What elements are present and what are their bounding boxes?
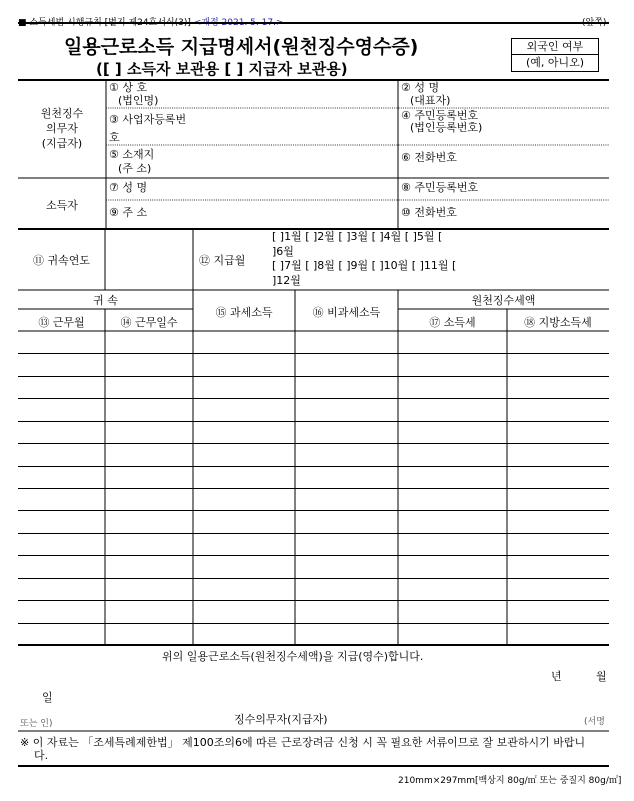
payer-label-line3: (지급자) <box>41 137 83 150</box>
field-company-name-label: ① 상 호 <box>109 81 148 94</box>
field-business-reg-no-label: ③ 사업자등록번 <box>109 113 187 126</box>
notice-line-1: ※ 이 자료는 「조세특례제한법」 제100조의6에 따른 근로장려금 신청 시 꼭 필요한 서류이므로 잘 보관하시기 바랍니 <box>20 736 586 749</box>
earner-section-label: 소득자 <box>46 199 78 212</box>
field-representative-sub: (대표자) <box>410 94 451 107</box>
date-year-label: 년 <box>551 670 562 683</box>
months-row2: [ ]7월 [ ]8월 [ ]9월 [ ]10월 [ ]11월 [ <box>272 259 457 272</box>
col-header-nontaxable-income: ⑯ 비과세소득 <box>312 306 381 319</box>
col-header-work-month: ⑬ 근무월 <box>38 316 85 329</box>
field-earner-phone: ⑩ 전화번호 <box>401 206 457 219</box>
date-day-label: 일 <box>42 691 53 704</box>
date-month-label: 월 <box>596 670 607 683</box>
signature-label: (서명 <box>584 717 605 727</box>
notice-line-2: 다. <box>34 749 49 762</box>
field-payer-phone: ⑥ 전화번호 <box>401 151 457 164</box>
field-earner-address: ⑨ 주 소 <box>109 206 148 219</box>
field-resident-reg-no <box>401 110 482 134</box>
col-header-taxable-income: ⑮ 과세소득 <box>215 306 273 319</box>
foreign-status-label: 외국인 여부 <box>512 39 598 55</box>
payer-label-line2: 의무자 <box>46 122 78 135</box>
foreign-status-box <box>511 38 599 72</box>
col-header-work-days: ⑭ 근무일수 <box>120 316 178 329</box>
paper-spec: 210mm×297mm[백상지 80g/㎡ 또는 중질지 80g/㎡] <box>398 776 622 786</box>
payment-month-options <box>272 230 456 288</box>
group-header-withholding: 원천징수세액 <box>471 294 536 307</box>
group-header-attribution: 귀 속 <box>93 294 118 307</box>
withholding-obligor-label: 징수의무자(지급자) <box>234 713 328 726</box>
foreign-status-options: (예, 아니오) <box>525 56 585 69</box>
field-business-reg-no-cont: 호 <box>109 131 120 144</box>
field-address-label: ⑤ 소재지 <box>109 148 155 161</box>
field-company-name <box>109 81 158 107</box>
field-earner-reg-no: ⑧ 주민등록번호 <box>401 181 479 194</box>
payer-label-line1: 원천징수 <box>40 107 84 120</box>
law-reference: ■ 소득세법 시행규칙 [별지 제24호서식(3)] <box>18 18 191 28</box>
months-row1: [ ]1월 [ ]2월 [ ]3월 [ ]4월 [ ]5월 [ <box>272 230 443 243</box>
payment-statement: 위의 일용근로소득(원천징수세액)을 지급(영수)합니다. <box>162 650 424 663</box>
field-representative <box>401 81 450 107</box>
payer-section-label <box>18 106 106 151</box>
notice-text <box>20 736 615 762</box>
field-resident-reg-no-sub: (법인등록번호) <box>410 121 483 134</box>
revision-date: <개정 2021. 5. 17.> <box>193 18 284 28</box>
or-stamp-label: 또는 인) <box>20 719 53 729</box>
form-title: 일용근로소득 지급명세서(원천징수영수증) <box>64 36 419 58</box>
page-side-label: (앞쪽) <box>582 18 607 28</box>
field-business-reg-no <box>109 111 186 147</box>
field-representative-label: ② 성 명 <box>401 81 440 94</box>
months-row1-wrap: ]6월 <box>272 244 294 258</box>
col-header-income-tax: ⑰ 소득세 <box>429 316 476 329</box>
field-company-name-sub: (법인명) <box>118 94 159 107</box>
field-address-sub: (주 소) <box>118 162 152 175</box>
header-rule <box>18 22 609 24</box>
attribution-year-label: ⑪ 귀속연도 <box>32 254 90 267</box>
col-header-local-tax: ⑱ 지방소득세 <box>524 316 592 329</box>
months-row2-wrap: ]12월 <box>272 273 301 287</box>
payment-month-label: ⑫ 지급월 <box>199 254 246 267</box>
field-resident-reg-no-label: ④ 주민등록번호 <box>401 109 479 122</box>
form-subtitle: ([ ] 소득자 보관용 [ ] 지급자 보관용) <box>96 60 348 78</box>
field-earner-name: ⑦ 성 명 <box>109 181 148 194</box>
field-address <box>109 148 154 176</box>
